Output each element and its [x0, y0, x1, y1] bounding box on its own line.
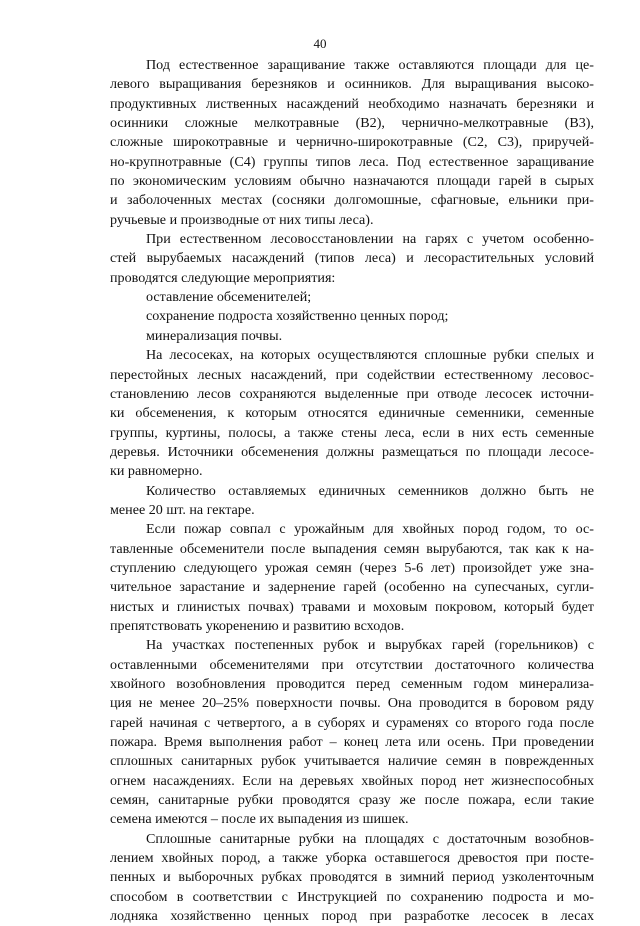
text-line: осинники сложные мелкотравные (В2), чернично-мелкотравные (В3), [110, 115, 594, 132]
text-line: перестойных лесных насаждений, при содействии естественному лесовос- [110, 366, 594, 383]
text-line: семян, санитарные рубки проводятся сразу же после пожара, если такие [110, 792, 594, 809]
text-line: и заболоченных местах (сосняки долгомошные, сфагновые, ельники при- [110, 192, 594, 209]
text-line: оставление обсеменителей; [146, 289, 312, 306]
text-line: группы, куртины, полосы, а также стены леса, если в них есть семенные [110, 424, 594, 441]
text-line: Если пожар совпал с урожайным для хвойных пород годом, то ос- [146, 521, 594, 538]
text-line: продуктивных лиственных насаждений необходимо назначать березняки и [110, 95, 594, 112]
text-line: хвойного возобновления проводится перед семенным годом минерализа- [110, 676, 594, 692]
text-line: Сплошные санитарные рубки на площадях с достаточным возобнов- [146, 830, 594, 847]
text-line: лением хвойных пород, а также уборка оставшегося древостоя при посте- [110, 850, 594, 867]
text-line: проводятся следующие мероприятия: [110, 269, 336, 286]
text-line: пожара. Время выполнения работ – конец лета или осень. При проведении [110, 734, 594, 751]
text-line: менее 20 шт. на гектаре. [110, 501, 255, 518]
text-line: способом в соответствии с Инструкцией по сохранению подроста и мо- [110, 888, 594, 905]
text-line: На участках постепенных рубок и вырубках гарей (горельников) с [146, 637, 594, 654]
text-line: левого выращивания березняков и осинников. Для выращивания высоко- [110, 76, 594, 93]
text-line: минерализация почвы. [146, 327, 283, 344]
text-line: семена имеются – после их выпадения из шишек. [110, 811, 409, 828]
page-number: 40 [313, 36, 327, 51]
text-line: При естественном лесовосстановлении на гарях с учетом особеннo- [146, 231, 594, 248]
text-line: оставленными обсеменителями при отсутствии достаточного количества [110, 656, 594, 673]
text-line: Под естественное заращивание также оставляются площади для це- [146, 57, 594, 73]
text-line: ручьевые и производные от них типы леса). [110, 211, 374, 228]
text-line: ки обсеменения, к которым относятся единичные семенники, семенные [110, 405, 594, 422]
text-line: тавленные обсеменители после выпадения семян вырубаются, так как к на- [110, 540, 594, 557]
text-line: стей вырубаемых насаждений (типов леса) и лесорастительных условий [110, 250, 594, 267]
text-line: по экономическим условиям обычно назначаются площади гарей в сырых [110, 173, 594, 190]
text-line: На лесосеках, на которых осуществляются сплошные рубки спелых и [146, 347, 594, 364]
text-line: нистых и глинистых почвах) травами и моховым покровом, который будет [110, 598, 594, 615]
text-line: ция не менее 20–25% поверхности почвы. Она проводится в боровом ряду [110, 695, 594, 712]
text-line: деревья. Источники обсеменения должны размещаться по площади лесосе- [110, 443, 594, 460]
text-line: Количество оставляемых единичных семенников должно быть не [146, 482, 594, 499]
text-line: ступлению следующего урожая семян (через 5-6 лет) произойдет уже зна- [110, 559, 594, 576]
text-line: становлению лесов сохраняются выделенные при отводе лесосек источни- [110, 385, 594, 402]
text-line: сплошных санитарных рубок учитывается наличие семян в поврежденных [110, 753, 594, 770]
text-line: сохранение подроста хозяйственно ценных пород; [146, 308, 449, 325]
text-line: чительное зарастание и задернение гарей (особенно на супесчаных, сугли- [110, 579, 594, 596]
text-line: гарей начиная с четвертого, а в суборях и сураменях со второго года после [110, 714, 594, 731]
body-text [110, 56, 594, 926]
text-line: огнем насаждениях. Если на деревьях хвойных пород нет жизнеспособных [110, 772, 594, 789]
text-line: но-крупнотравные (С4) группы типов леса. Под естественное заращивание [110, 153, 594, 170]
text-line: пенных и выборочных рубках проводятся в зимний период узколенточным [110, 869, 594, 886]
text-line: лодняка хозяйственно ценных пород при разработке лесосек в лесах [110, 908, 594, 925]
text-line: препятствовать укоренению и развитию всходов. [110, 617, 405, 634]
text-line: сложные широкотравные и чернично-широкотравные (С2, С3), приручей- [110, 134, 594, 151]
text-line: ки равномерно. [110, 463, 203, 480]
